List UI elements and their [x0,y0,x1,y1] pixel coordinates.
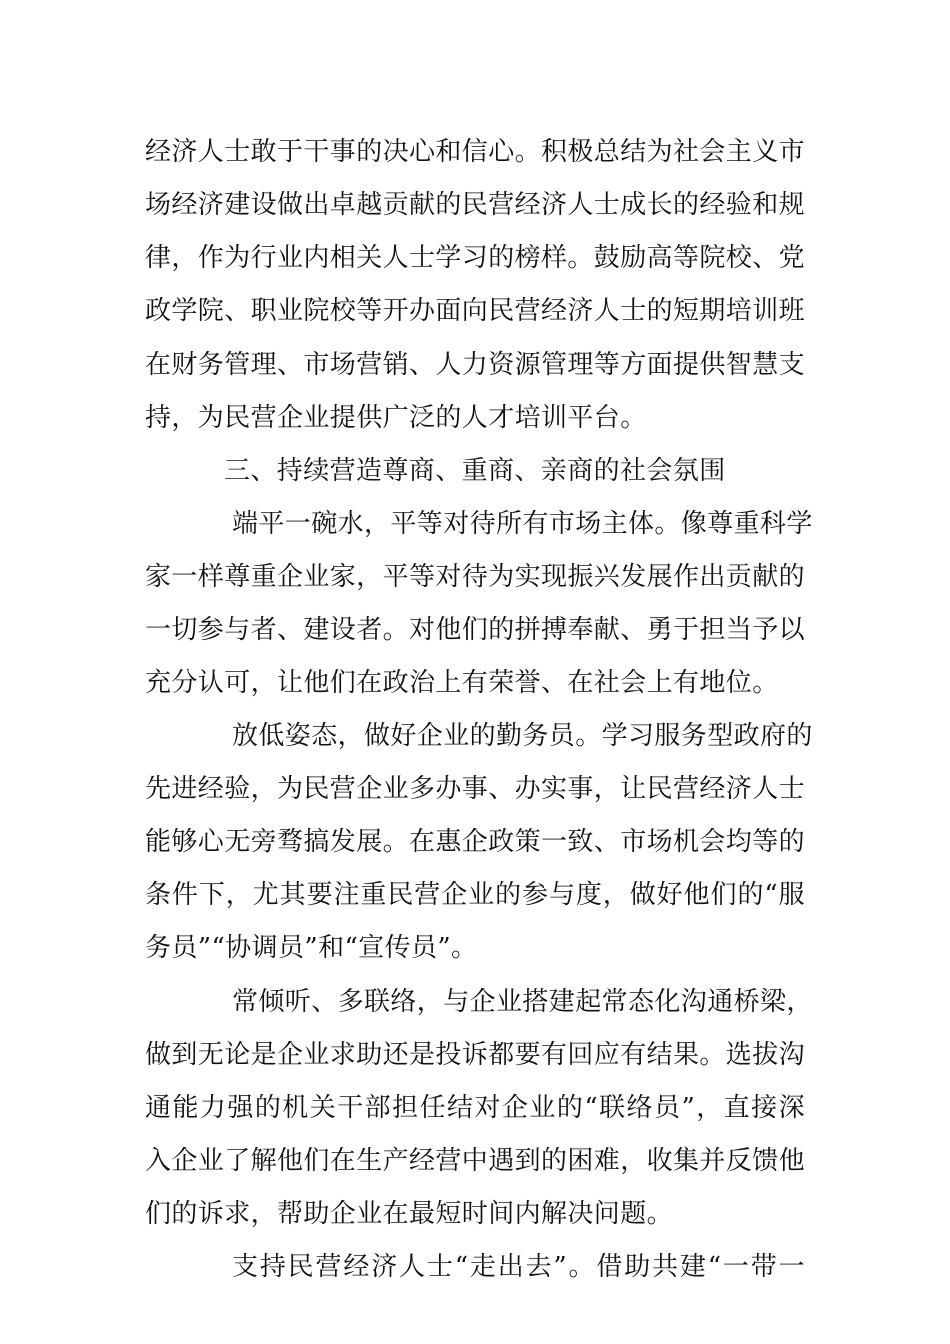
paragraph-first-line: 支持民营经济人士“走出去”。借助共建“一带一 [232,1252,805,1282]
text-line: 充分认可，让他们在政治上有荣誉、在社会上有地位。 [145,668,779,698]
paragraph-first-line: 端平一碗水，平等对待所有市场主体。像尊重科学 [232,509,813,539]
text-line: 一切参与者、建设者。对他们的拼搏奉献、勇于担当予以 [145,615,806,645]
text-line: 持，为民营企业提供广泛的人才培训平台。 [145,403,647,433]
text-line: 律，作为行业内相关人士学习的榜样。鼓励高等院校、党 [145,243,806,273]
text-line: 先进经验，为民营企业多办事、办实事，让民营经济人士 [145,774,806,804]
text-line: 在财务管理、市场营销、人力资源管理等方面提供智慧支 [145,350,806,380]
text-line: 做到无论是企业求助还是投诉都要有回应有结果。选拔沟 [145,1040,806,1070]
text-line: 家一样尊重企业家，平等对待为实现振兴发展作出贡献的 [145,562,806,592]
text-line: 通能力强的机关干部担任结对企业的“联络员”，直接深 [145,1093,805,1123]
text-line: 入企业了解他们在生产经营中遇到的困难，收集并反馈他 [145,1146,806,1176]
text-line: 经济人士敢于干事的决心和信心。积极总结为社会主义市 [145,137,806,167]
text-line: 条件下，尤其要注重民营企业的参与度，做好他们的“服 [145,880,805,910]
text-line: 政学院、职业院校等开办面向民营经济人士的短期培训班 [145,296,806,326]
text-line: 们的诉求，帮助企业在最短时间内解决问题。 [145,1199,674,1229]
paragraph-first-line: 常倾听、多联络，与企业搭建起常态化沟通桥梁， [232,987,813,1017]
paragraph-first-line: 放低姿态，做好企业的勤务员。学习服务型政府的 [232,721,813,751]
text-line: 能够心无旁骛搞发展。在惠企政策一致、市场机会均等的 [145,827,806,857]
text-line: 场经济建设做出卓越贡献的民营经济人士成长的经验和规 [145,190,806,220]
section-heading: 三、持续营造尊商、重商、亲商的社会氛围 [224,456,726,486]
text-line: 务员”“协调员”和“宣传员”。 [145,933,478,963]
